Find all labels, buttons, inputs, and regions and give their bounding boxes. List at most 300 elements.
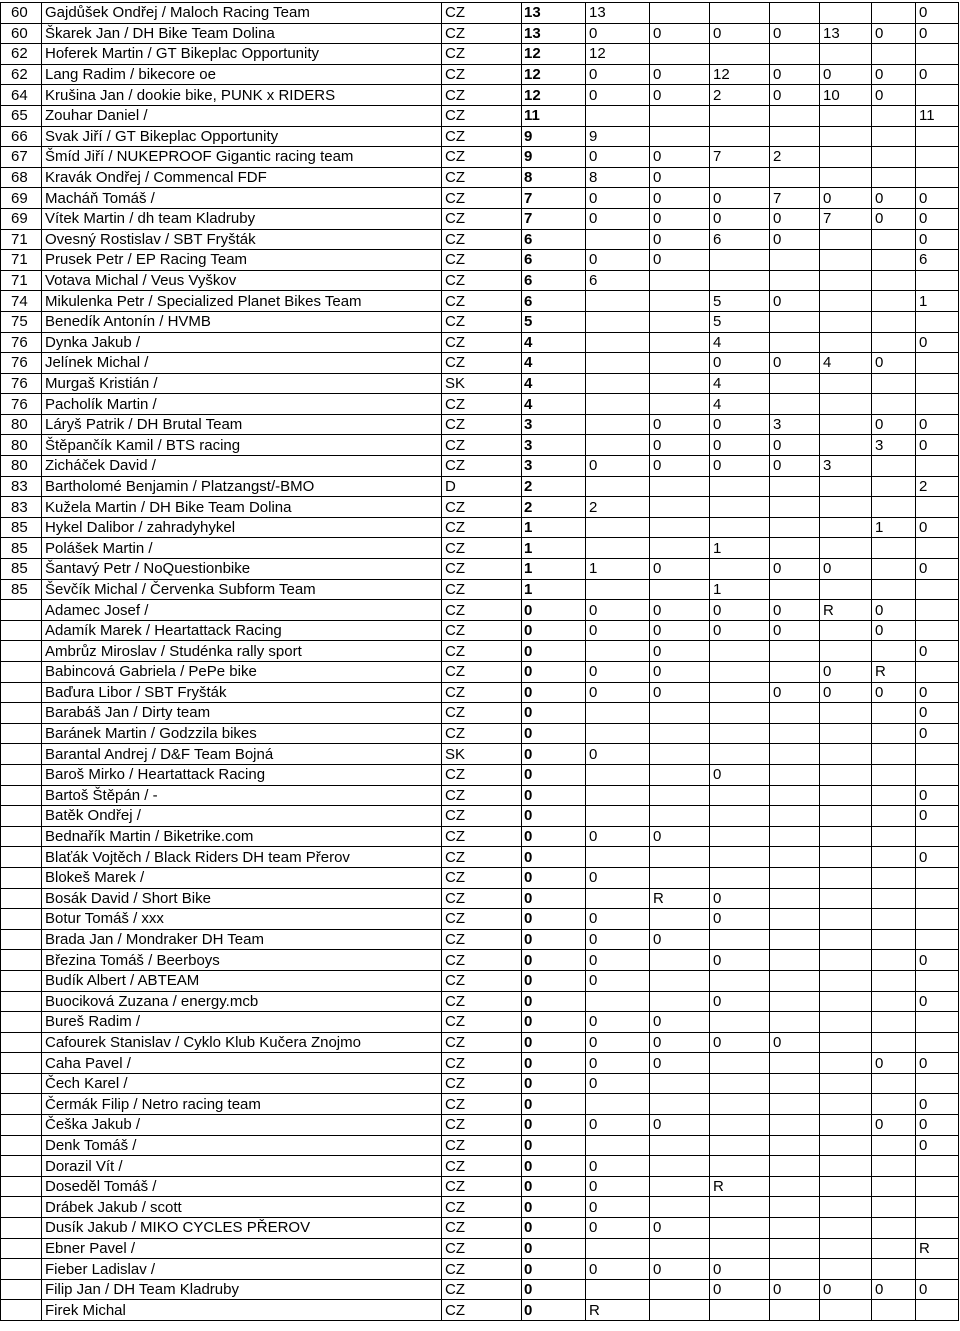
cell-r2 — [650, 1135, 710, 1156]
cell-total: 1 — [522, 559, 586, 580]
cell-rank — [1, 1259, 42, 1280]
cell-name: Čech Karel / — [42, 1073, 442, 1094]
cell-r1: 0 — [586, 1073, 650, 1094]
cell-total: 0 — [522, 600, 586, 621]
table-row — [1, 44, 959, 65]
cell-country: CZ — [442, 1176, 522, 1197]
cell-r5 — [820, 806, 872, 827]
cell-r2 — [650, 517, 710, 538]
table-row — [1, 414, 959, 435]
cell-r4 — [770, 538, 820, 559]
cell-r7 — [916, 373, 959, 394]
cell-r6 — [872, 1156, 916, 1177]
cell-r7 — [916, 1176, 959, 1197]
cell-r5: R — [820, 600, 872, 621]
cell-r7 — [916, 538, 959, 559]
cell-r2: 0 — [650, 414, 710, 435]
cell-r6 — [872, 229, 916, 250]
cell-r7: 0 — [916, 1094, 959, 1115]
cell-r7: 0 — [916, 517, 959, 538]
cell-r7: 0 — [916, 435, 959, 456]
cell-country: CZ — [442, 909, 522, 930]
cell-r3 — [710, 847, 770, 868]
cell-r6 — [872, 147, 916, 168]
cell-r5 — [820, 497, 872, 518]
table-row — [1, 85, 959, 106]
cell-r3: 5 — [710, 291, 770, 312]
cell-r1: 0 — [586, 682, 650, 703]
cell-r7: 0 — [916, 414, 959, 435]
cell-r6: 1 — [872, 517, 916, 538]
cell-r4 — [770, 497, 820, 518]
cell-name: Bosák David / Short Bike — [42, 888, 442, 909]
cell-name: Barantal Andrej / D&F Team Bojná — [42, 744, 442, 765]
cell-country: SK — [442, 373, 522, 394]
cell-rank — [1, 600, 42, 621]
table-row — [1, 1238, 959, 1259]
table-row — [1, 435, 959, 456]
cell-rank — [1, 764, 42, 785]
cell-country: CZ — [442, 147, 522, 168]
cell-total: 0 — [522, 1279, 586, 1300]
cell-total: 0 — [522, 1135, 586, 1156]
table-row — [1, 23, 959, 44]
table-row — [1, 229, 959, 250]
table-row — [1, 250, 959, 271]
cell-r7 — [916, 909, 959, 930]
cell-total: 0 — [522, 867, 586, 888]
cell-r7: 1 — [916, 291, 959, 312]
cell-r2 — [650, 744, 710, 765]
cell-r1: 0 — [586, 456, 650, 477]
cell-r3: 0 — [710, 23, 770, 44]
cell-r3 — [710, 476, 770, 497]
cell-rank — [1, 1032, 42, 1053]
cell-r3 — [710, 641, 770, 662]
cell-r7 — [916, 126, 959, 147]
cell-r2 — [650, 291, 710, 312]
cell-r2 — [650, 1094, 710, 1115]
table-row — [1, 476, 959, 497]
cell-r7 — [916, 1012, 959, 1033]
cell-r6 — [872, 785, 916, 806]
cell-r3: 4 — [710, 373, 770, 394]
cell-country: CZ — [442, 435, 522, 456]
cell-r7: 0 — [916, 188, 959, 209]
cell-r3: 5 — [710, 311, 770, 332]
cell-r4 — [770, 1012, 820, 1033]
cell-r4: 0 — [770, 435, 820, 456]
table-row — [1, 311, 959, 332]
cell-r7: 0 — [916, 703, 959, 724]
cell-r7: 0 — [916, 991, 959, 1012]
cell-total: 0 — [522, 888, 586, 909]
cell-r1: 0 — [586, 1053, 650, 1074]
cell-r3: 0 — [710, 456, 770, 477]
cell-country: CZ — [442, 44, 522, 65]
cell-r2 — [650, 44, 710, 65]
cell-r4 — [770, 826, 820, 847]
table-row — [1, 353, 959, 374]
cell-r3 — [710, 250, 770, 271]
cell-total: 0 — [522, 785, 586, 806]
cell-r5 — [820, 1053, 872, 1074]
cell-r5 — [820, 517, 872, 538]
cell-r6 — [872, 847, 916, 868]
cell-r7 — [916, 662, 959, 683]
cell-r6: 0 — [872, 188, 916, 209]
cell-r4 — [770, 1197, 820, 1218]
cell-r1 — [586, 538, 650, 559]
cell-country: CZ — [442, 23, 522, 44]
cell-r6 — [872, 332, 916, 353]
table-row — [1, 909, 959, 930]
cell-rank: 83 — [1, 476, 42, 497]
cell-name: Doseděl Tomáš / — [42, 1176, 442, 1197]
cell-country: CZ — [442, 85, 522, 106]
cell-r6 — [872, 3, 916, 24]
cell-r7: 0 — [916, 682, 959, 703]
cell-r7 — [916, 353, 959, 374]
cell-r5 — [820, 826, 872, 847]
cell-r6: 0 — [872, 414, 916, 435]
cell-rank: 76 — [1, 373, 42, 394]
cell-name: Botur Tomáš / xxx — [42, 909, 442, 930]
cell-total: 1 — [522, 579, 586, 600]
cell-r6 — [872, 744, 916, 765]
cell-r7: 6 — [916, 250, 959, 271]
cell-country: CZ — [442, 1218, 522, 1239]
cell-country: CZ — [442, 723, 522, 744]
cell-r7 — [916, 579, 959, 600]
cell-name: Kravák Ondřej / Commencal FDF — [42, 167, 442, 188]
cell-r7: 0 — [916, 1135, 959, 1156]
cell-r2 — [650, 1279, 710, 1300]
cell-name: Zicháček David / — [42, 456, 442, 477]
cell-name: Dorazil Vít / — [42, 1156, 442, 1177]
cell-country: CZ — [442, 559, 522, 580]
cell-r4 — [770, 888, 820, 909]
cell-r4 — [770, 806, 820, 827]
cell-r4 — [770, 867, 820, 888]
cell-r1: 0 — [586, 929, 650, 950]
cell-total: 0 — [522, 1238, 586, 1259]
cell-country: CZ — [442, 1259, 522, 1280]
cell-total: 0 — [522, 950, 586, 971]
cell-rank — [1, 1300, 42, 1321]
cell-r7 — [916, 44, 959, 65]
cell-r4: 0 — [770, 456, 820, 477]
cell-r2 — [650, 1176, 710, 1197]
cell-r4 — [770, 167, 820, 188]
cell-r1 — [586, 332, 650, 353]
cell-country: CZ — [442, 291, 522, 312]
cell-r2 — [650, 764, 710, 785]
cell-country: CZ — [442, 1279, 522, 1300]
cell-country: CZ — [442, 105, 522, 126]
cell-name: Ebner Pavel / — [42, 1238, 442, 1259]
cell-name: Ambrůz Miroslav / Studénka rally sport — [42, 641, 442, 662]
cell-total: 8 — [522, 167, 586, 188]
cell-name: Lang Radim / bikecore oe — [42, 64, 442, 85]
cell-rank: 60 — [1, 3, 42, 24]
cell-r6 — [872, 456, 916, 477]
cell-r1: 0 — [586, 1156, 650, 1177]
table-row — [1, 826, 959, 847]
cell-r5 — [820, 1197, 872, 1218]
table-row — [1, 167, 959, 188]
table-row — [1, 147, 959, 168]
cell-rank: 76 — [1, 353, 42, 374]
cell-r1 — [586, 435, 650, 456]
cell-r2: 0 — [650, 188, 710, 209]
cell-r2 — [650, 1300, 710, 1321]
cell-r5 — [820, 1094, 872, 1115]
cell-r6 — [872, 1032, 916, 1053]
cell-total: 13 — [522, 23, 586, 44]
cell-rank: 66 — [1, 126, 42, 147]
cell-r5 — [820, 435, 872, 456]
cell-rank: 74 — [1, 291, 42, 312]
cell-r1: 0 — [586, 744, 650, 765]
cell-r6 — [872, 579, 916, 600]
cell-r2 — [650, 497, 710, 518]
cell-r6: 0 — [872, 1115, 916, 1136]
cell-r4 — [770, 703, 820, 724]
cell-r6: 0 — [872, 64, 916, 85]
cell-r4 — [770, 991, 820, 1012]
cell-r6 — [872, 703, 916, 724]
cell-r2 — [650, 970, 710, 991]
cell-r5 — [820, 291, 872, 312]
cell-r2 — [650, 579, 710, 600]
cell-name: Ševčík Michal / Červenka Subform Team — [42, 579, 442, 600]
cell-total: 0 — [522, 703, 586, 724]
cell-r6: 0 — [872, 1279, 916, 1300]
cell-r7 — [916, 764, 959, 785]
cell-total: 0 — [522, 991, 586, 1012]
table-row — [1, 1197, 959, 1218]
cell-r5 — [820, 847, 872, 868]
cell-r6 — [872, 559, 916, 580]
table-row — [1, 188, 959, 209]
table-row — [1, 641, 959, 662]
cell-country: CZ — [442, 332, 522, 353]
cell-r6 — [872, 1197, 916, 1218]
cell-r2: 0 — [650, 23, 710, 44]
cell-r6 — [872, 394, 916, 415]
cell-r7 — [916, 497, 959, 518]
table-row — [1, 373, 959, 394]
cell-r1 — [586, 703, 650, 724]
cell-country: CZ — [442, 229, 522, 250]
cell-total: 0 — [522, 682, 586, 703]
cell-r5 — [820, 888, 872, 909]
cell-name: Denk Tomáš / — [42, 1135, 442, 1156]
cell-r3: 0 — [710, 353, 770, 374]
cell-rank — [1, 682, 42, 703]
cell-r1: 0 — [586, 620, 650, 641]
cell-rank — [1, 1176, 42, 1197]
cell-country: CZ — [442, 1073, 522, 1094]
cell-rank: 76 — [1, 394, 42, 415]
cell-r4: 0 — [770, 291, 820, 312]
table-row — [1, 682, 959, 703]
cell-r3 — [710, 1300, 770, 1321]
cell-country: CZ — [442, 126, 522, 147]
cell-name: Šmíd Jiří / NUKEPROOF Gigantic racing team — [42, 147, 442, 168]
cell-r6 — [872, 723, 916, 744]
cell-name: Bartoš Štěpán / - — [42, 785, 442, 806]
cell-name: Murgaš Kristián / — [42, 373, 442, 394]
cell-total: 0 — [522, 1218, 586, 1239]
cell-r2 — [650, 353, 710, 374]
cell-r2 — [650, 394, 710, 415]
cell-r1: 8 — [586, 167, 650, 188]
cell-r7: 0 — [916, 847, 959, 868]
cell-r7 — [916, 600, 959, 621]
cell-r1: 0 — [586, 867, 650, 888]
table-row — [1, 1012, 959, 1033]
cell-rank — [1, 1279, 42, 1300]
cell-r5 — [820, 1238, 872, 1259]
cell-name: Firek Michal — [42, 1300, 442, 1321]
table-row — [1, 208, 959, 229]
cell-r7: 0 — [916, 229, 959, 250]
cell-rank — [1, 1238, 42, 1259]
cell-rank — [1, 991, 42, 1012]
cell-r3 — [710, 105, 770, 126]
cell-r5: 0 — [820, 1279, 872, 1300]
cell-r5 — [820, 991, 872, 1012]
cell-total: 6 — [522, 229, 586, 250]
cell-r3 — [710, 970, 770, 991]
cell-r1: 0 — [586, 826, 650, 847]
cell-rank — [1, 620, 42, 641]
cell-country: CZ — [442, 929, 522, 950]
cell-r3 — [710, 662, 770, 683]
cell-total: 0 — [522, 1115, 586, 1136]
cell-name: Fieber Ladislav / — [42, 1259, 442, 1280]
cell-r1 — [586, 394, 650, 415]
cell-name: Babincová Gabriela / PePe bike — [42, 662, 442, 683]
cell-r7 — [916, 311, 959, 332]
table-row — [1, 1218, 959, 1239]
cell-r1: 0 — [586, 1218, 650, 1239]
cell-r2: 0 — [650, 147, 710, 168]
cell-r1: 0 — [586, 1115, 650, 1136]
cell-name: Batěk Ondřej / — [42, 806, 442, 827]
cell-r5: 4 — [820, 353, 872, 374]
cell-name: Prusek Petr / EP Racing Team — [42, 250, 442, 271]
cell-r1 — [586, 785, 650, 806]
cell-r3 — [710, 1238, 770, 1259]
cell-r5 — [820, 970, 872, 991]
cell-r6 — [872, 1135, 916, 1156]
cell-name: Češka Jakub / — [42, 1115, 442, 1136]
cell-r7 — [916, 1197, 959, 1218]
cell-rank: 83 — [1, 497, 42, 518]
cell-r3: 12 — [710, 64, 770, 85]
cell-r3: 0 — [710, 950, 770, 971]
cell-r5 — [820, 1032, 872, 1053]
cell-r1 — [586, 291, 650, 312]
cell-country: CZ — [442, 208, 522, 229]
table-row — [1, 456, 959, 477]
cell-r6 — [872, 641, 916, 662]
cell-name: Blaťák Vojtěch / Black Riders DH team Přerov — [42, 847, 442, 868]
cell-rank: 85 — [1, 579, 42, 600]
cell-r5 — [820, 1176, 872, 1197]
cell-r5: 10 — [820, 85, 872, 106]
cell-total: 2 — [522, 476, 586, 497]
cell-r4 — [770, 950, 820, 971]
cell-r5 — [820, 1259, 872, 1280]
cell-rank — [1, 888, 42, 909]
cell-total: 0 — [522, 1073, 586, 1094]
cell-country: CZ — [442, 394, 522, 415]
cell-r5 — [820, 147, 872, 168]
cell-country: CZ — [442, 1197, 522, 1218]
cell-r7 — [916, 1073, 959, 1094]
cell-r3: 0 — [710, 414, 770, 435]
cell-r6 — [872, 1238, 916, 1259]
cell-rank — [1, 1218, 42, 1239]
cell-total: 0 — [522, 641, 586, 662]
cell-rank — [1, 1073, 42, 1094]
cell-r3 — [710, 3, 770, 24]
cell-r2: 0 — [650, 1218, 710, 1239]
cell-r5 — [820, 126, 872, 147]
cell-name: Láryš Patrik / DH Brutal Team — [42, 414, 442, 435]
cell-country: CZ — [442, 1053, 522, 1074]
cell-country: D — [442, 476, 522, 497]
cell-country: CZ — [442, 1012, 522, 1033]
cell-r1 — [586, 229, 650, 250]
cell-total: 0 — [522, 764, 586, 785]
cell-r2 — [650, 1073, 710, 1094]
cell-r1 — [586, 311, 650, 332]
table-row — [1, 1156, 959, 1177]
cell-r6 — [872, 1094, 916, 1115]
cell-r5: 3 — [820, 456, 872, 477]
cell-name: Ovesný Rostislav / SBT Fryšták — [42, 229, 442, 250]
cell-r4 — [770, 662, 820, 683]
cell-r1: 13 — [586, 3, 650, 24]
cell-name: Hoferek Martin / GT Bikeplac Opportunity — [42, 44, 442, 65]
cell-r7 — [916, 1032, 959, 1053]
cell-r6: 0 — [872, 682, 916, 703]
cell-rank: 69 — [1, 188, 42, 209]
cell-r6 — [872, 970, 916, 991]
cell-r6 — [872, 497, 916, 518]
cell-name: Jelínek Michal / — [42, 353, 442, 374]
cell-r3: 0 — [710, 1279, 770, 1300]
cell-r4 — [770, 641, 820, 662]
cell-r4: 2 — [770, 147, 820, 168]
cell-name: Šantavý Petr / NoQuestionbike — [42, 559, 442, 580]
cell-r7 — [916, 826, 959, 847]
cell-r4 — [770, 373, 820, 394]
cell-r1: 0 — [586, 147, 650, 168]
cell-country: CZ — [442, 662, 522, 683]
cell-r7 — [916, 970, 959, 991]
cell-r2 — [650, 373, 710, 394]
cell-r4 — [770, 723, 820, 744]
cell-rank: 85 — [1, 517, 42, 538]
cell-r7 — [916, 888, 959, 909]
cell-country: CZ — [442, 867, 522, 888]
